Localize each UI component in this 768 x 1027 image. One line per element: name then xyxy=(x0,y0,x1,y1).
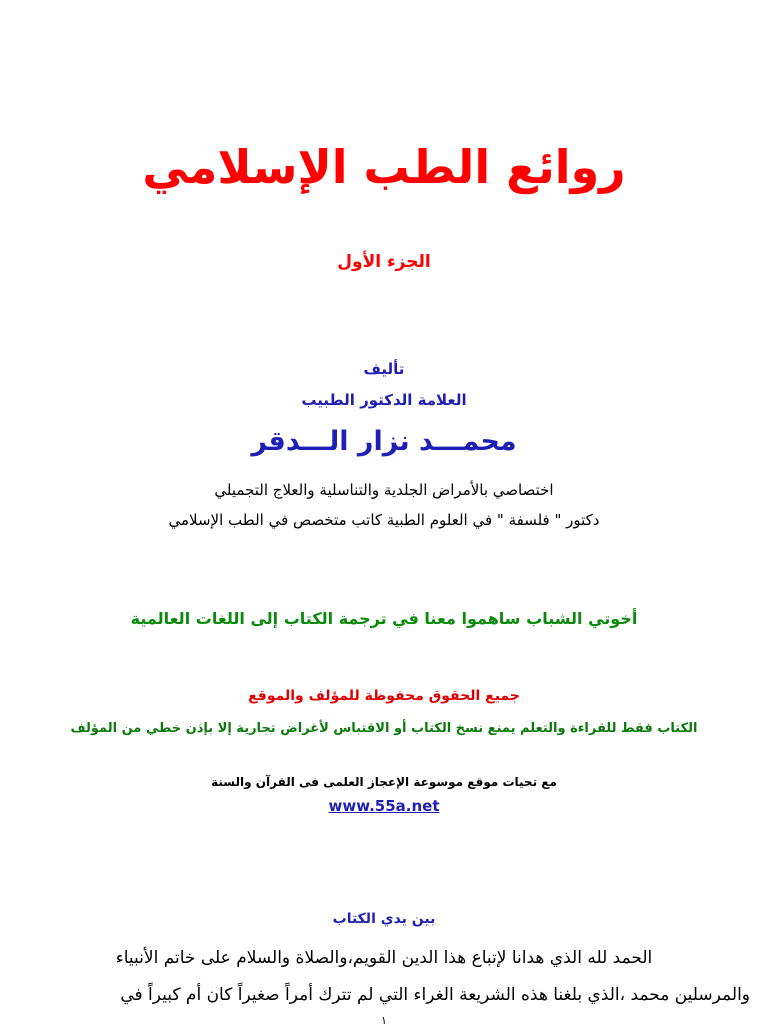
author-specialty-2: دكتور " فلسفة " في العلوم الطبية كاتب متخصص في الطب الإسلامي xyxy=(168,511,600,529)
book-part: الجزء الأول xyxy=(337,252,431,272)
author-name: محمـــد نزار الـــدقر xyxy=(251,426,517,457)
authorship-label: تأليف xyxy=(363,360,405,378)
book-title: روائع الطب الإسلامي xyxy=(142,140,626,194)
page-number: ١ xyxy=(381,1014,387,1027)
paragraph-line-2: والمرسلين محمد ،الذي بلغنا هذه الشريعة الغراء التي لم تترك أمراً صغيراً كان أم كبيراً في xyxy=(120,985,750,1005)
translation-note: أخوتي الشباب ساهموا معنا في ترجمة الكتاب إلى اللغات العالمية xyxy=(130,609,638,628)
site-credit: مع تحيات موقع موسوعة الإعجاز العلمى فى القرآن والسنة xyxy=(211,775,557,789)
paragraph-line-1: الحمد لله الذي هدانا لإتباع هذا الدين القويم،والصلاة والسلام على خاتم الأنبياء xyxy=(115,948,653,968)
rights-notice: جميع الحقوق محفوظة للمؤلف والموقع xyxy=(248,688,520,704)
site-link[interactable]: www.55a.net xyxy=(328,797,440,815)
section-heading: بين يدي الكتاب xyxy=(332,911,436,927)
usage-notice: الكتاب فقط للقراءة والتعلم يمنع نسخ الكتاب أو الاقتباس لأغراض تجارية إلا بإذن خطي من المؤلف xyxy=(70,721,698,736)
author-specialty-1: اختصاصي بالأمراض الجلدية والتناسلية والعلاج التجميلي xyxy=(214,481,554,499)
author-title: العلامة الدكتور الطبيب xyxy=(301,391,467,409)
